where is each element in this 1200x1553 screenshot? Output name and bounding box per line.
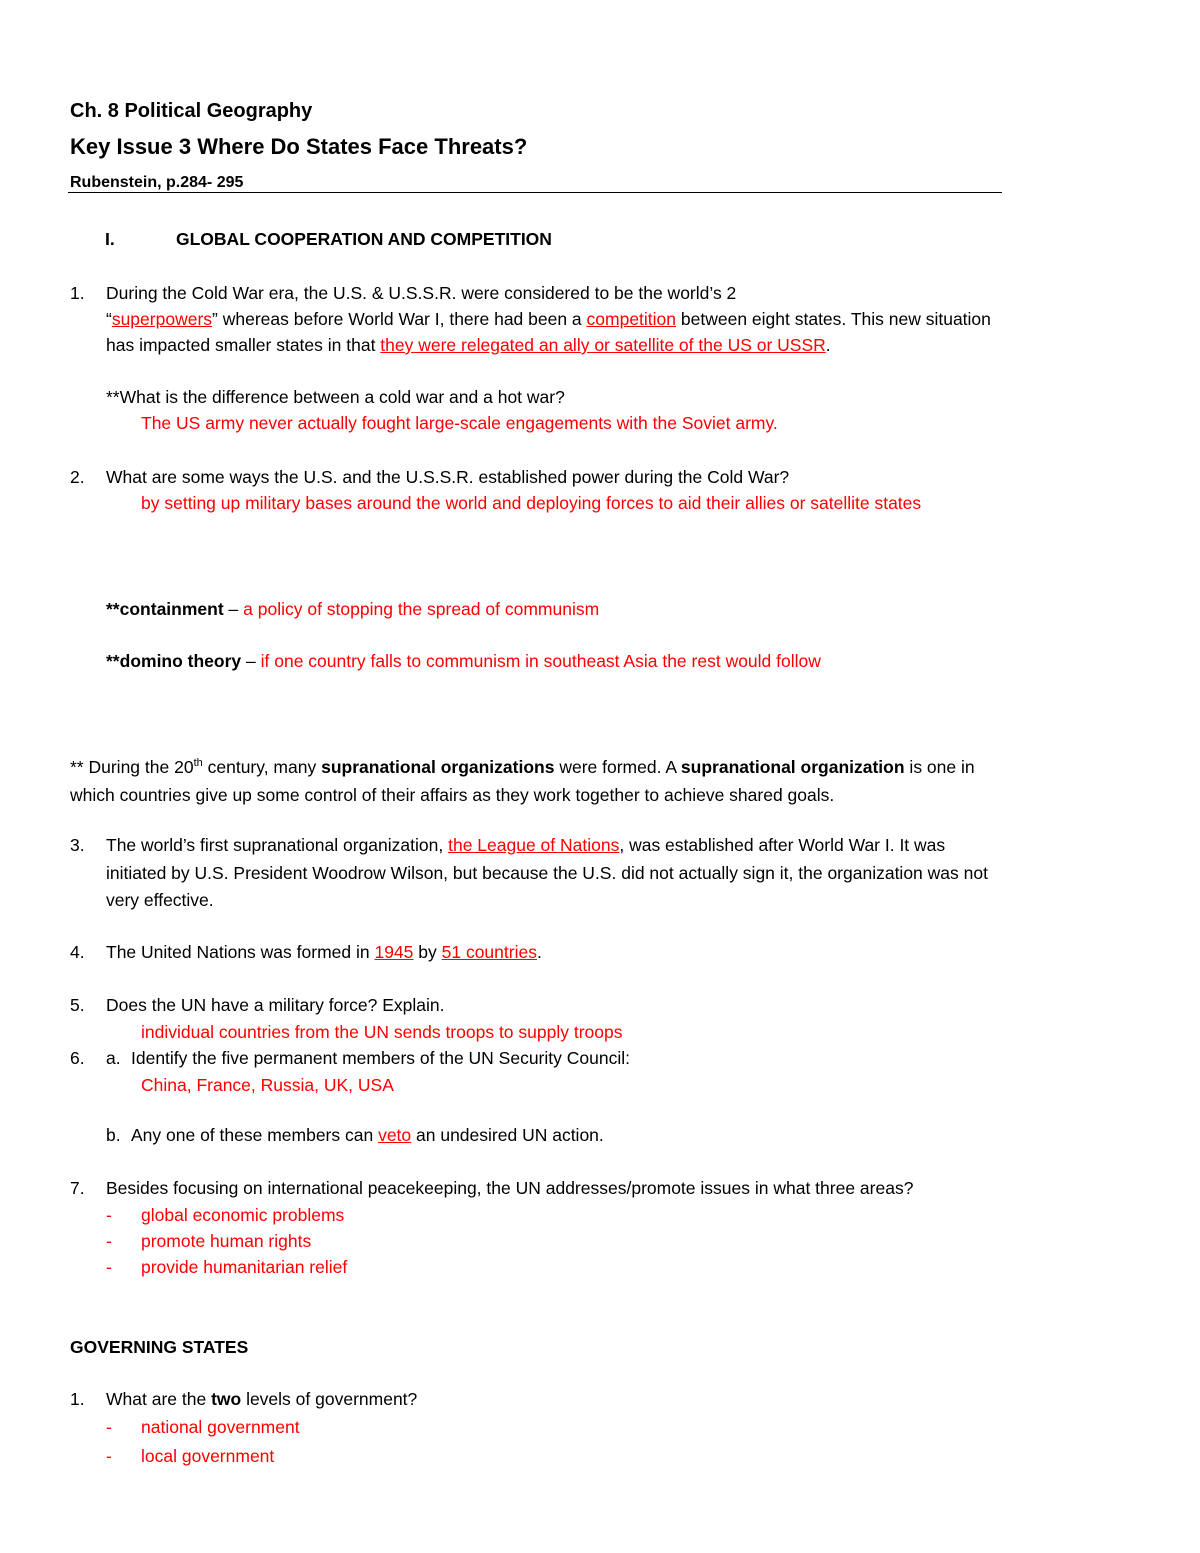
q2-question: What are some ways the U.S. and the U.S.S.R. established power during the Cold War? xyxy=(106,467,790,487)
q5-answer: individual countries from the UN sends troops to supply troops xyxy=(141,1022,623,1042)
term-name: domino theory xyxy=(119,651,242,671)
section-numeral: I. xyxy=(105,229,115,249)
source-reference: Rubenstein, p.284- 295 xyxy=(70,174,244,191)
q1-text: between eight states. This new situation xyxy=(676,309,991,329)
question-number: 7. xyxy=(70,1178,85,1198)
g1-answer-item: national government xyxy=(141,1417,300,1437)
q6a-label: a. xyxy=(106,1048,121,1068)
q1-line3 xyxy=(106,334,831,356)
g1-text: What are the xyxy=(106,1389,212,1409)
q6b-label: b. xyxy=(106,1125,121,1145)
bullet-dash: - xyxy=(106,1257,112,1277)
q1-subquestion: **What is the difference between a cold war and a hot war? xyxy=(106,387,565,407)
question-number: 5. xyxy=(70,995,85,1015)
q7-answer-item: global economic problems xyxy=(141,1205,345,1225)
q7-question: Besides focusing on international peacekeeping, the UN addresses/promote issues in what three areas? xyxy=(106,1178,914,1198)
bullet-dash: - xyxy=(106,1446,112,1466)
q3-line3: very effective. xyxy=(106,890,214,910)
bold-term: supranational organization xyxy=(680,757,905,777)
g1-question xyxy=(106,1388,417,1410)
q1-text: has impacted smaller states in that xyxy=(106,335,381,355)
section-heading-governing: GOVERNING STATES xyxy=(70,1337,249,1357)
supranational-line1 xyxy=(70,756,975,778)
term-definition: if one country falls to communism in southeast Asia the rest would follow xyxy=(260,651,821,671)
section-heading: GLOBAL COOPERATION AND COMPETITION xyxy=(176,229,552,249)
g1-text: levels of government? xyxy=(241,1389,418,1409)
q1-subanswer: The US army never actually fought large-scale engagements with the Soviet army. xyxy=(141,413,778,433)
q4-answer-countries: 51 countries xyxy=(441,942,537,962)
q1-text: “ xyxy=(106,309,112,329)
q4-line xyxy=(106,941,542,963)
q2-answer: by setting up military bases around the world and deploying forces to aid their allies or satellite states xyxy=(141,493,922,513)
q6b-line xyxy=(131,1124,604,1146)
term-definition: a policy of stopping the spread of communism xyxy=(243,599,600,619)
q6a-question: Identify the five permanent members of the UN Security Council: xyxy=(131,1048,630,1068)
g1-bold: two xyxy=(211,1389,242,1409)
q4-answer-year: 1945 xyxy=(374,942,414,962)
term-dash: – xyxy=(241,651,261,671)
q3-text: The world’s first supranational organization, xyxy=(106,835,449,855)
q3-answer: the League of Nations xyxy=(448,835,620,855)
q1-line2 xyxy=(106,308,991,330)
question-number: 1. xyxy=(70,1389,85,1409)
superscript: th xyxy=(193,757,203,770)
para-text: were formed. A xyxy=(554,757,681,777)
q1-text: ” whereas before World War I, there had been a xyxy=(212,309,587,329)
supranational-line2: which countries give up some control of their affairs as they work together to achieve shared goals. xyxy=(70,785,835,805)
q4-text: by xyxy=(413,942,442,962)
q7-answer-item: provide humanitarian relief xyxy=(141,1257,348,1277)
g1-answer-item: local government xyxy=(141,1446,275,1466)
key-issue-title: Key Issue 3 Where Do States Face Threats? xyxy=(70,134,528,159)
q5-question: Does the UN have a military force? Explain. xyxy=(106,995,445,1015)
q1-text: . xyxy=(825,335,831,355)
para-text: ** During the 20 xyxy=(70,757,194,777)
q6b-text: an undesired UN action. xyxy=(411,1125,604,1145)
q6b-text: Any one of these members can xyxy=(131,1125,379,1145)
q3-line2: initiated by U.S. President Woodrow Wilson, but because the U.S. did not actually sign it, the organization was not xyxy=(106,863,988,883)
bullet-dash: - xyxy=(106,1205,112,1225)
q1-answer-relegated: they were relegated an ally or satellite of the US or USSR xyxy=(380,335,826,355)
q1-line1: During the Cold War era, the U.S. & U.S.S.R. were considered to be the world’s 2 xyxy=(106,283,737,303)
term-containment xyxy=(106,598,599,620)
q6b-answer: veto xyxy=(378,1125,412,1145)
question-number: 6. xyxy=(70,1048,85,1068)
q4-text: The United Nations was formed in xyxy=(106,942,375,962)
q1-answer-competition: competition xyxy=(586,309,677,329)
term-dash: – xyxy=(223,599,244,619)
q3-text: , was established after World War I. It was xyxy=(619,835,946,855)
q7-answer-item: promote human rights xyxy=(141,1231,312,1251)
question-number: 2. xyxy=(70,467,85,487)
para-text: century, many xyxy=(202,757,322,777)
bullet-dash: - xyxy=(106,1417,112,1437)
q3-line1 xyxy=(106,834,945,856)
term-domino-theory xyxy=(106,650,821,672)
term-prefix: ** xyxy=(106,651,120,671)
term-name: containment xyxy=(119,599,224,619)
term-prefix: ** xyxy=(106,599,120,619)
question-number: 4. xyxy=(70,942,85,962)
q1-answer-superpowers: superpowers xyxy=(111,309,213,329)
header-divider xyxy=(68,192,1002,193)
question-number: 3. xyxy=(70,835,85,855)
bullet-dash: - xyxy=(106,1231,112,1251)
chapter-title: Ch. 8 Political Geography xyxy=(70,100,313,122)
q6a-answer: China, France, Russia, UK, USA xyxy=(141,1075,394,1095)
q4-text: . xyxy=(536,942,542,962)
bold-term: supranational organizations xyxy=(321,757,555,777)
para-text: is one in xyxy=(904,757,975,777)
question-number: 1. xyxy=(70,283,85,303)
